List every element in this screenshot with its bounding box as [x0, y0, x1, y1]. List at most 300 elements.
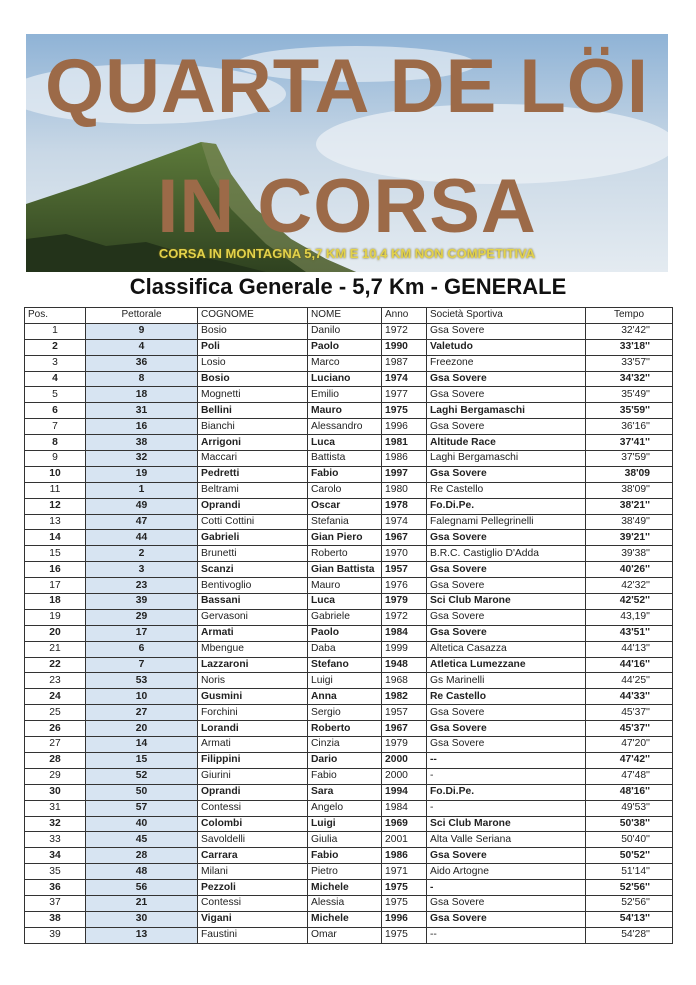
cell-surname: Beltrami: [198, 482, 308, 498]
cell-surname: Bianchi: [198, 419, 308, 435]
cell-club: -: [427, 800, 586, 816]
table-row: [25, 705, 673, 721]
cell-club: Alta Valle Seriana: [427, 832, 586, 848]
header-bib: Pettorale: [86, 308, 198, 324]
cell-club: Re Castello: [427, 482, 586, 498]
cell-year: 1997: [382, 466, 427, 482]
cell-name: Sara: [308, 784, 382, 800]
table-row: [25, 832, 673, 848]
cell-club: Aido Artogne: [427, 864, 586, 880]
cell-pos: 37: [25, 895, 86, 911]
cell-time: 38'09'': [586, 482, 673, 498]
cell-bib: 49: [86, 498, 198, 514]
cell-surname: Contessi: [198, 895, 308, 911]
cell-surname: Brunetti: [198, 546, 308, 562]
table-row: [25, 403, 673, 419]
cell-surname: Savoldelli: [198, 832, 308, 848]
cell-name: Luca: [308, 435, 382, 451]
cell-surname: Milani: [198, 864, 308, 880]
cell-time: 44'16'': [586, 657, 673, 673]
table-row: [25, 387, 673, 403]
cell-time: 45'37'': [586, 721, 673, 737]
cell-year: 1981: [382, 435, 427, 451]
cell-bib: 29: [86, 609, 198, 625]
cell-club: Sci Club Marone: [427, 816, 586, 832]
cell-surname: Noris: [198, 673, 308, 689]
cell-time: 54'28'': [586, 927, 673, 943]
cell-year: 1975: [382, 895, 427, 911]
cell-time: 43'51'': [586, 625, 673, 641]
cell-bib: 7: [86, 657, 198, 673]
cell-year: 1976: [382, 578, 427, 594]
cell-pos: 31: [25, 800, 86, 816]
cell-bib: 17: [86, 625, 198, 641]
cell-club: Laghi Bergamaschi: [427, 403, 586, 419]
cell-surname: Maccari: [198, 451, 308, 467]
cell-surname: Bassani: [198, 594, 308, 610]
cell-bib: 45: [86, 832, 198, 848]
cell-bib: 18: [86, 387, 198, 403]
cell-name: Gabriele: [308, 609, 382, 625]
cell-name: Dario: [308, 752, 382, 768]
cell-name: Marco: [308, 355, 382, 371]
table-row: [25, 673, 673, 689]
cell-year: 1968: [382, 673, 427, 689]
cell-surname: Pedretti: [198, 466, 308, 482]
cell-pos: 15: [25, 546, 86, 562]
cell-name: Roberto: [308, 546, 382, 562]
cell-surname: Armati: [198, 737, 308, 753]
cell-surname: Armati: [198, 625, 308, 641]
cell-name: Roberto: [308, 721, 382, 737]
cell-club: --: [427, 927, 586, 943]
cell-club: Atletica Lumezzane: [427, 657, 586, 673]
cell-pos: 18: [25, 594, 86, 610]
table-row: [25, 578, 673, 594]
cell-year: 1975: [382, 927, 427, 943]
cell-bib: 14: [86, 737, 198, 753]
cell-pos: 28: [25, 752, 86, 768]
cell-name: Mauro: [308, 578, 382, 594]
cell-pos: 14: [25, 530, 86, 546]
cell-time: 37'41'': [586, 435, 673, 451]
cell-pos: 26: [25, 721, 86, 737]
table-row: [25, 752, 673, 768]
cell-club: Gsa Sovere: [427, 609, 586, 625]
cell-surname: Gervasoni: [198, 609, 308, 625]
cell-time: 44'25'': [586, 673, 673, 689]
cell-surname: Poli: [198, 339, 308, 355]
cell-club: --: [427, 752, 586, 768]
cell-year: 1978: [382, 498, 427, 514]
cell-time: 40'26'': [586, 562, 673, 578]
cell-year: 1957: [382, 562, 427, 578]
cell-bib: 39: [86, 594, 198, 610]
cell-year: 1986: [382, 451, 427, 467]
cell-club: Re Castello: [427, 689, 586, 705]
cell-bib: 44: [86, 530, 198, 546]
cell-pos: 33: [25, 832, 86, 848]
header-club: Società Sportiva: [427, 308, 586, 324]
cell-name: Carolo: [308, 482, 382, 498]
cell-bib: 36: [86, 355, 198, 371]
cell-pos: 1: [25, 323, 86, 339]
cell-club: Sci Club Marone: [427, 594, 586, 610]
cell-surname: Carrara: [198, 848, 308, 864]
header-banner: [26, 34, 668, 272]
cell-pos: 6: [25, 403, 86, 419]
cell-name: Angelo: [308, 800, 382, 816]
cell-surname: Arrigoni: [198, 435, 308, 451]
table-row: [25, 562, 673, 578]
cell-time: 39'21'': [586, 530, 673, 546]
cell-bib: 1: [86, 482, 198, 498]
cell-pos: 30: [25, 784, 86, 800]
table-row: [25, 721, 673, 737]
cell-time: 45'37'': [586, 705, 673, 721]
cell-club: -: [427, 880, 586, 896]
cell-pos: 21: [25, 641, 86, 657]
cell-club: Gsa Sovere: [427, 911, 586, 927]
cell-bib: 48: [86, 864, 198, 880]
banner-title-line1: QUARTA DE LÖI: [44, 44, 650, 129]
cell-pos: 9: [25, 451, 86, 467]
cell-pos: 25: [25, 705, 86, 721]
cell-bib: 3: [86, 562, 198, 578]
cell-year: 1979: [382, 737, 427, 753]
cell-bib: 16: [86, 419, 198, 435]
cell-surname: Losio: [198, 355, 308, 371]
cell-name: Michele: [308, 911, 382, 927]
cell-pos: 20: [25, 625, 86, 641]
cell-club: Laghi Bergamaschi: [427, 451, 586, 467]
table-row: [25, 530, 673, 546]
cell-pos: 24: [25, 689, 86, 705]
cell-pos: 11: [25, 482, 86, 498]
cell-club: Gsa Sovere: [427, 895, 586, 911]
cell-name: Anna: [308, 689, 382, 705]
cell-time: 33'57'': [586, 355, 673, 371]
cell-club: Fo.Di.Pe.: [427, 498, 586, 514]
cell-pos: 38: [25, 911, 86, 927]
cell-bib: 52: [86, 768, 198, 784]
cell-club: Gsa Sovere: [427, 323, 586, 339]
table-row: [25, 339, 673, 355]
table-row: [25, 355, 673, 371]
cell-year: 1967: [382, 530, 427, 546]
cell-year: 1996: [382, 911, 427, 927]
cell-year: 1972: [382, 609, 427, 625]
cell-year: 1999: [382, 641, 427, 657]
cell-name: Alessia: [308, 895, 382, 911]
cell-surname: Scanzi: [198, 562, 308, 578]
cell-bib: 38: [86, 435, 198, 451]
cell-year: 1948: [382, 657, 427, 673]
cell-surname: Mbengue: [198, 641, 308, 657]
header-year: Anno: [382, 308, 427, 324]
table-row: [25, 514, 673, 530]
cell-pos: 2: [25, 339, 86, 355]
cell-surname: Contessi: [198, 800, 308, 816]
cell-name: Fabio: [308, 848, 382, 864]
cell-name: Luigi: [308, 816, 382, 832]
cell-year: 2000: [382, 752, 427, 768]
table-row: [25, 435, 673, 451]
cell-name: Pietro: [308, 864, 382, 880]
table-row: [25, 864, 673, 880]
cell-pos: 8: [25, 435, 86, 451]
cell-year: 1987: [382, 355, 427, 371]
table-row: [25, 498, 673, 514]
cell-name: Daba: [308, 641, 382, 657]
cell-surname: Forchini: [198, 705, 308, 721]
cell-club: Gsa Sovere: [427, 705, 586, 721]
cell-year: 1977: [382, 387, 427, 403]
cell-bib: 32: [86, 451, 198, 467]
cell-surname: Faustini: [198, 927, 308, 943]
header-time: Tempo: [586, 308, 673, 324]
cell-pos: 17: [25, 578, 86, 594]
cell-bib: 15: [86, 752, 198, 768]
cell-year: 1969: [382, 816, 427, 832]
cell-name: Michele: [308, 880, 382, 896]
cell-bib: 40: [86, 816, 198, 832]
cell-name: Oscar: [308, 498, 382, 514]
cell-year: 1990: [382, 339, 427, 355]
cell-bib: 10: [86, 689, 198, 705]
cell-bib: 28: [86, 848, 198, 864]
table-row: [25, 482, 673, 498]
table-row: [25, 784, 673, 800]
cell-bib: 9: [86, 323, 198, 339]
cell-club: -: [427, 768, 586, 784]
cell-time: 50'52'': [586, 848, 673, 864]
cell-year: 1980: [382, 482, 427, 498]
cell-surname: Vigani: [198, 911, 308, 927]
cell-bib: 2: [86, 546, 198, 562]
cell-club: Gsa Sovere: [427, 562, 586, 578]
cell-time: 42'32'': [586, 578, 673, 594]
cell-bib: 8: [86, 371, 198, 387]
cell-time: 37'59'': [586, 451, 673, 467]
table-row: [25, 689, 673, 705]
cell-name: Battista: [308, 451, 382, 467]
table-row: [25, 880, 673, 896]
cell-name: Emilio: [308, 387, 382, 403]
cell-time: 49'53'': [586, 800, 673, 816]
table-row: [25, 594, 673, 610]
cell-surname: Bosio: [198, 371, 308, 387]
cell-surname: Lazzaroni: [198, 657, 308, 673]
cell-bib: 13: [86, 927, 198, 943]
cell-name: Mauro: [308, 403, 382, 419]
cell-time: 36'16'': [586, 419, 673, 435]
cell-time: 50'40'': [586, 832, 673, 848]
header-pos: Pos.: [25, 308, 86, 324]
cell-year: 1974: [382, 371, 427, 387]
cell-surname: Gusmini: [198, 689, 308, 705]
cell-pos: 36: [25, 880, 86, 896]
table-row: [25, 419, 673, 435]
cell-time: 38'09: [586, 466, 673, 482]
cell-surname: Filippini: [198, 752, 308, 768]
cell-pos: 39: [25, 927, 86, 943]
cell-club: Gsa Sovere: [427, 721, 586, 737]
cell-year: 1972: [382, 323, 427, 339]
table-row: [25, 625, 673, 641]
cell-time: 44'13'': [586, 641, 673, 657]
cell-pos: 32: [25, 816, 86, 832]
cell-pos: 5: [25, 387, 86, 403]
cell-surname: Oprandi: [198, 784, 308, 800]
table-row: [25, 927, 673, 943]
cell-name: Luciano: [308, 371, 382, 387]
table-row: [25, 546, 673, 562]
cell-club: Altitude Race: [427, 435, 586, 451]
cell-name: Stefania: [308, 514, 382, 530]
cell-pos: 12: [25, 498, 86, 514]
table-row: [25, 848, 673, 864]
cell-bib: 19: [86, 466, 198, 482]
cell-surname: Giurini: [198, 768, 308, 784]
table-header-row: [25, 308, 673, 324]
cell-bib: 6: [86, 641, 198, 657]
cell-time: 35'49'': [586, 387, 673, 403]
cell-club: Gsa Sovere: [427, 419, 586, 435]
cell-club: Gsa Sovere: [427, 387, 586, 403]
banner-subtitle: CORSA IN MONTAGNA 5,7 KM E 10,4 KM NON COMPETITIVA: [158, 246, 536, 261]
cell-year: 2001: [382, 832, 427, 848]
cell-name: Paolo: [308, 625, 382, 641]
cell-name: Omar: [308, 927, 382, 943]
cell-name: Paolo: [308, 339, 382, 355]
cell-time: 47'42'': [586, 752, 673, 768]
cell-time: 43,19'': [586, 609, 673, 625]
results-body: [25, 323, 673, 943]
cell-pos: 10: [25, 466, 86, 482]
cell-name: Stefano: [308, 657, 382, 673]
cell-time: 38'21'': [586, 498, 673, 514]
cell-surname: Pezzoli: [198, 880, 308, 896]
cell-year: 1957: [382, 705, 427, 721]
cell-surname: Bosio: [198, 323, 308, 339]
cell-bib: 50: [86, 784, 198, 800]
cell-time: 48'16'': [586, 784, 673, 800]
cell-pos: 19: [25, 609, 86, 625]
header-name: NOME: [308, 308, 382, 324]
cell-surname: Colombi: [198, 816, 308, 832]
cell-pos: 29: [25, 768, 86, 784]
page-title: Classifica Generale - 5,7 Km - GENERALE: [129, 274, 567, 299]
cell-pos: 3: [25, 355, 86, 371]
cell-time: 52'56'': [586, 895, 673, 911]
cell-year: 1967: [382, 721, 427, 737]
cell-name: Sergio: [308, 705, 382, 721]
cell-name: Fabio: [308, 466, 382, 482]
cell-bib: 21: [86, 895, 198, 911]
cell-surname: Gabrieli: [198, 530, 308, 546]
cell-bib: 20: [86, 721, 198, 737]
cell-time: 34'32'': [586, 371, 673, 387]
cell-year: 1979: [382, 594, 427, 610]
cell-time: 33'18'': [586, 339, 673, 355]
cell-club: B.R.C. Castiglio D'Adda: [427, 546, 586, 562]
cell-bib: 53: [86, 673, 198, 689]
cell-year: 2000: [382, 768, 427, 784]
cell-club: Fo.Di.Pe.: [427, 784, 586, 800]
cell-bib: 27: [86, 705, 198, 721]
cell-pos: 23: [25, 673, 86, 689]
cell-name: Giulia: [308, 832, 382, 848]
cell-time: 32'42'': [586, 323, 673, 339]
header-surname: COGNOME: [198, 308, 308, 324]
table-row: [25, 466, 673, 482]
cell-surname: Oprandi: [198, 498, 308, 514]
cell-year: 1984: [382, 625, 427, 641]
cell-surname: Mognetti: [198, 387, 308, 403]
table-row: [25, 641, 673, 657]
cell-bib: 23: [86, 578, 198, 594]
table-row: [25, 800, 673, 816]
cell-club: Gsa Sovere: [427, 578, 586, 594]
cell-year: 1974: [382, 514, 427, 530]
cell-pos: 16: [25, 562, 86, 578]
cell-surname: Bellini: [198, 403, 308, 419]
banner-title-line2: IN CORSA: [157, 164, 537, 249]
cell-club: Gs Marinelli: [427, 673, 586, 689]
cell-club: Falegnami Pellegrinelli: [427, 514, 586, 530]
cell-club: Gsa Sovere: [427, 625, 586, 641]
table-row: [25, 768, 673, 784]
table-row: [25, 323, 673, 339]
cell-name: Luca: [308, 594, 382, 610]
cell-surname: Bentivoglio: [198, 578, 308, 594]
cell-time: 50'38'': [586, 816, 673, 832]
cell-bib: 30: [86, 911, 198, 927]
cell-bib: 31: [86, 403, 198, 419]
cell-year: 1975: [382, 403, 427, 419]
cell-pos: 13: [25, 514, 86, 530]
table-row: [25, 657, 673, 673]
cell-name: Luigi: [308, 673, 382, 689]
cell-pos: 27: [25, 737, 86, 753]
cell-surname: Lorandi: [198, 721, 308, 737]
table-row: [25, 371, 673, 387]
cell-bib: 56: [86, 880, 198, 896]
cell-year: 1996: [382, 419, 427, 435]
cell-time: 51'14'': [586, 864, 673, 880]
cell-time: 52'56'': [586, 880, 673, 896]
table-row: [25, 737, 673, 753]
cell-time: 47'48'': [586, 768, 673, 784]
cell-pos: 22: [25, 657, 86, 673]
cell-time: 42'52'': [586, 594, 673, 610]
cell-club: Gsa Sovere: [427, 530, 586, 546]
cell-year: 1971: [382, 864, 427, 880]
cell-bib: 47: [86, 514, 198, 530]
results-table: [24, 307, 673, 944]
cell-pos: 4: [25, 371, 86, 387]
table-row: [25, 816, 673, 832]
cell-time: 39'38'': [586, 546, 673, 562]
cell-club: Altetica Casazza: [427, 641, 586, 657]
cell-time: 35'59'': [586, 403, 673, 419]
cell-surname: Cotti Cottini: [198, 514, 308, 530]
cell-club: Gsa Sovere: [427, 737, 586, 753]
table-row: [25, 895, 673, 911]
cell-year: 1984: [382, 800, 427, 816]
table-row: [25, 451, 673, 467]
